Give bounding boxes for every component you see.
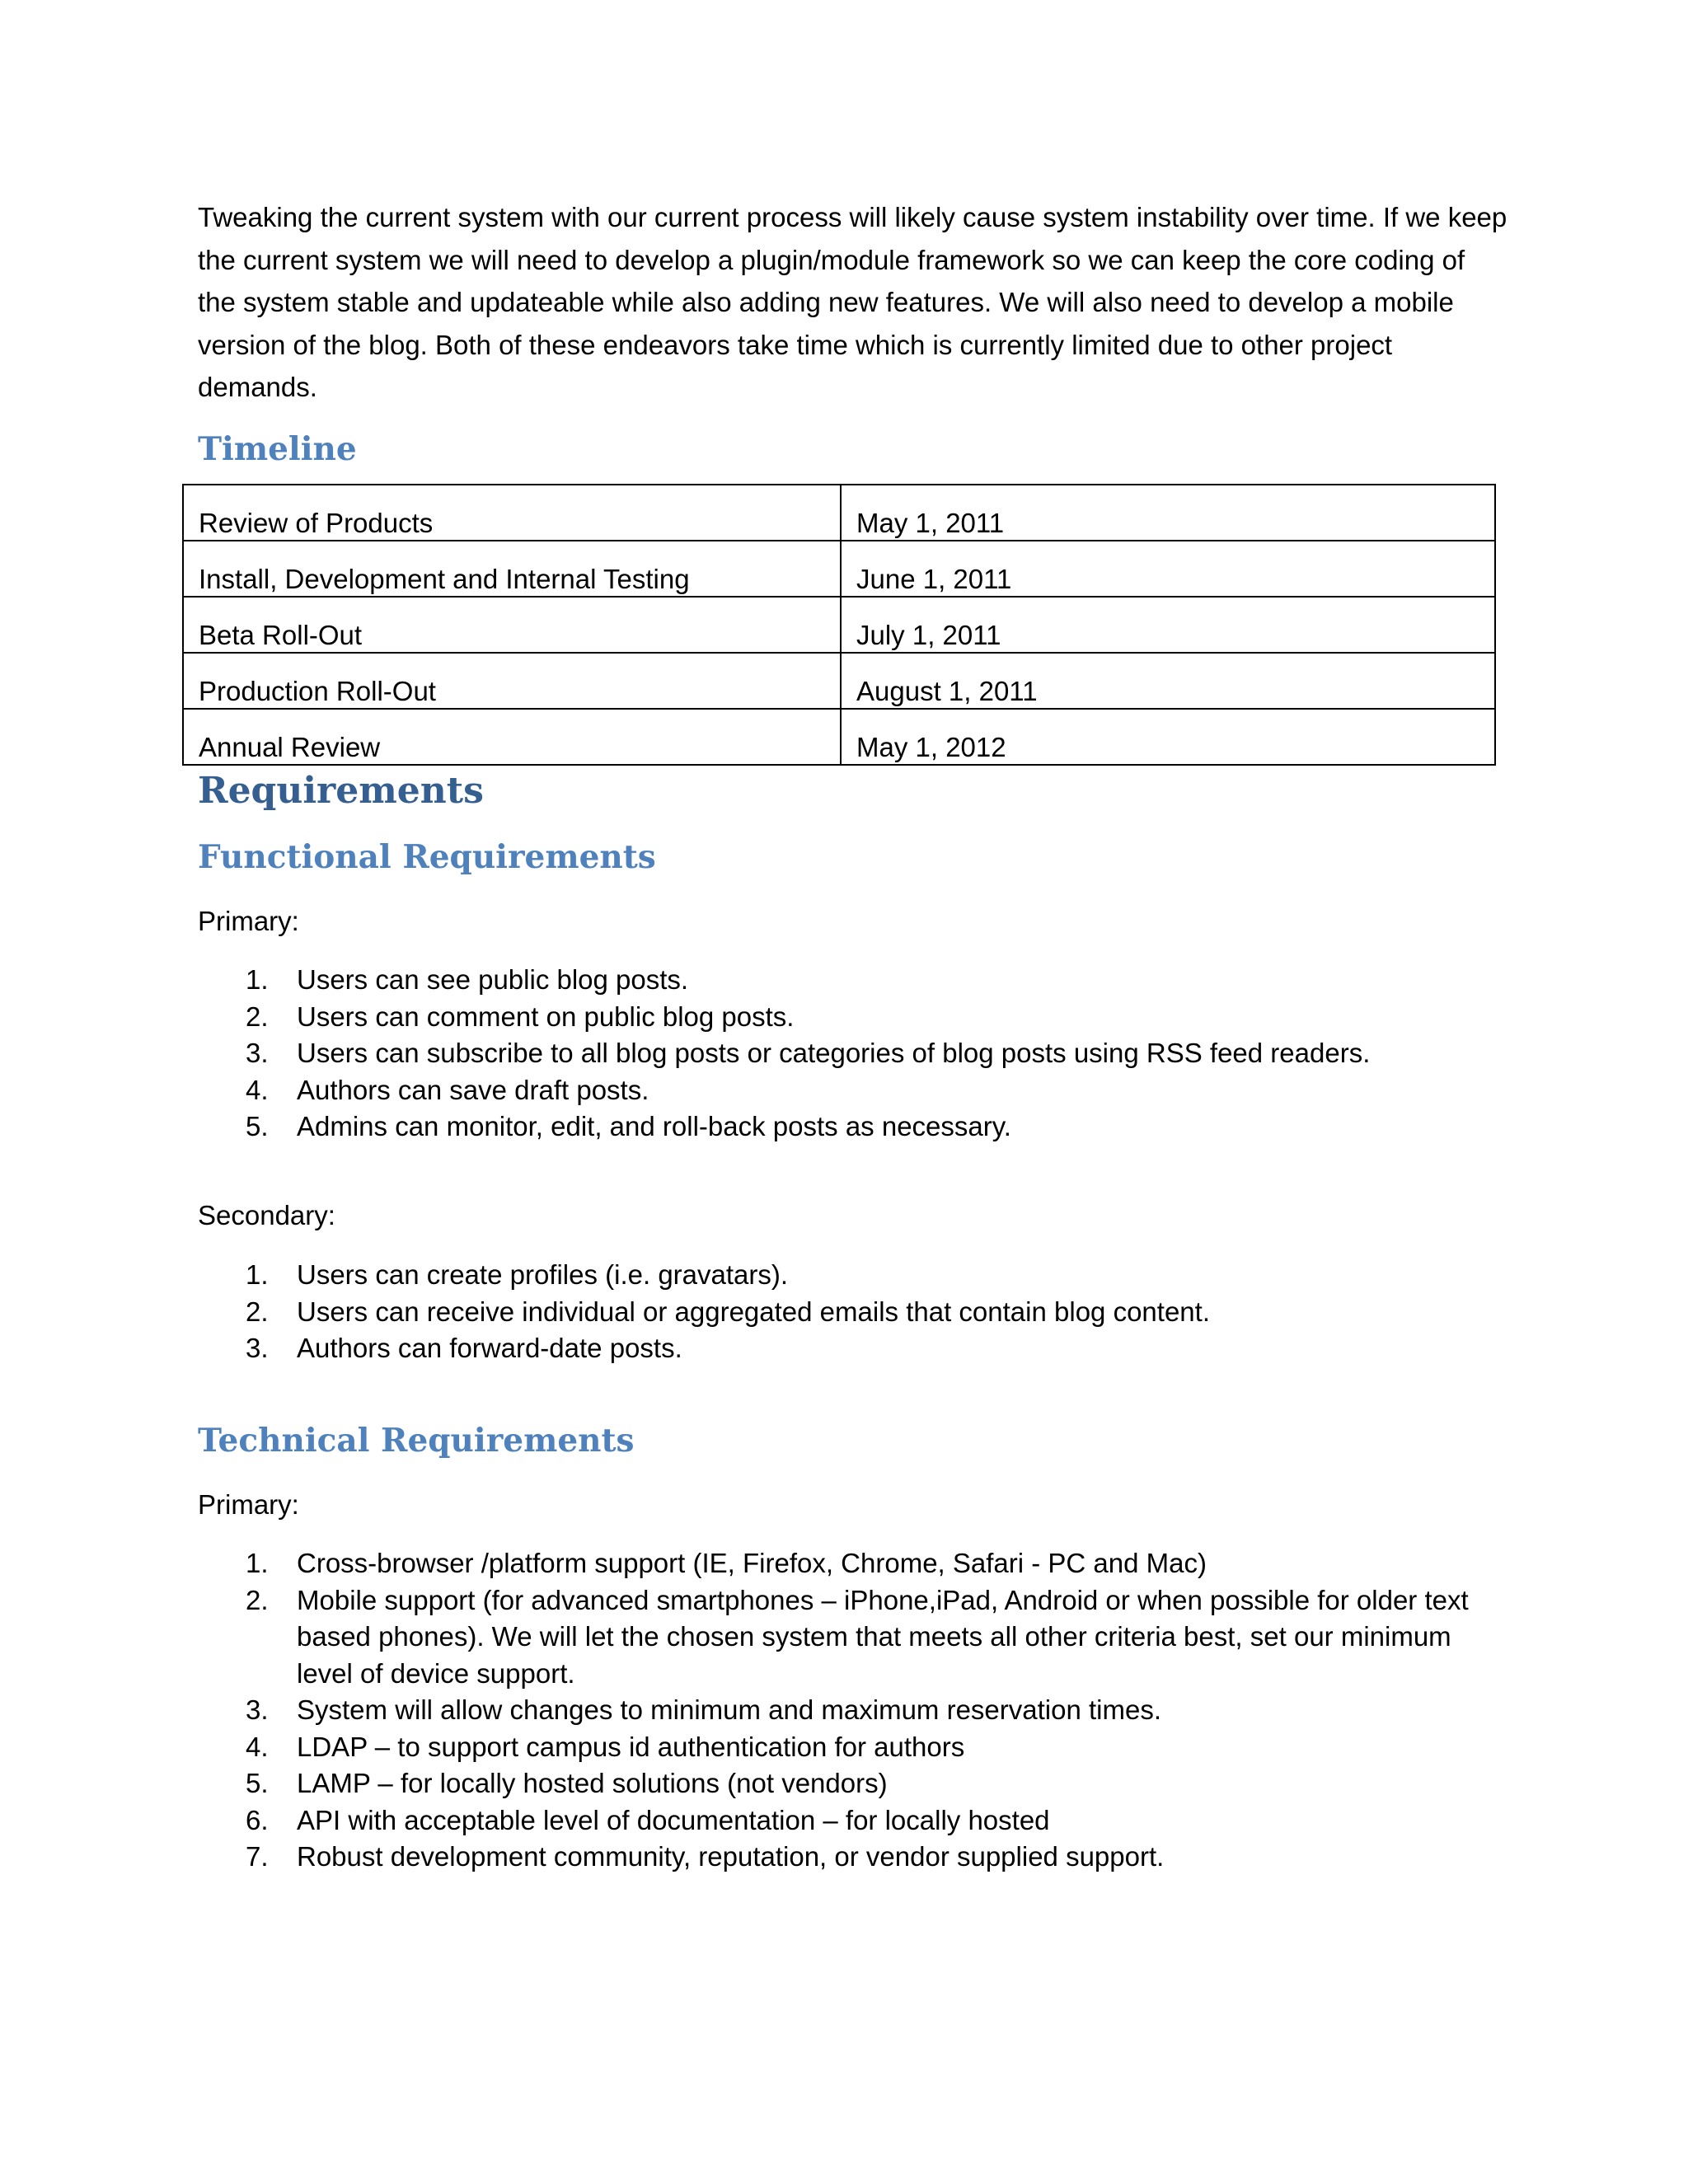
list-item-text: LAMP – for locally hosted solutions (not vendors) bbox=[297, 1768, 888, 1798]
list-number: 1. bbox=[246, 964, 269, 995]
list-item-text: Authors can forward-date posts. bbox=[297, 1333, 682, 1363]
list-number: 4. bbox=[246, 1074, 269, 1105]
technical-requirements-heading: Technical Requirements bbox=[198, 1422, 635, 1460]
list-number: 4. bbox=[246, 1731, 269, 1762]
date-cell: May 1, 2011 bbox=[841, 485, 1495, 541]
list-item-text: Users can subscribe to all blog posts or categories of blog posts using RSS feed readers. bbox=[297, 1038, 1371, 1068]
list-number: 7. bbox=[246, 1841, 269, 1872]
table-row bbox=[183, 653, 1495, 709]
list-item bbox=[198, 1072, 1484, 1109]
list-number: 3. bbox=[246, 1694, 269, 1725]
list-item-text: API with acceptable level of documentation – for locally hosted bbox=[297, 1804, 1050, 1835]
list-item bbox=[198, 1108, 1484, 1146]
timeline-table bbox=[182, 484, 1496, 766]
list-item bbox=[198, 1294, 1484, 1331]
list-number: 2. bbox=[246, 1296, 269, 1327]
milestone-cell: Review of Products bbox=[183, 485, 841, 541]
list-item bbox=[198, 1330, 1484, 1367]
list-item-text: LDAP – to support campus id authentication for authors bbox=[297, 1731, 965, 1762]
list-number: 1. bbox=[246, 1259, 269, 1290]
list-number: 3. bbox=[246, 1333, 269, 1363]
list-item bbox=[198, 1545, 1484, 1582]
list-number: 5. bbox=[246, 1768, 269, 1798]
list-item-text: Mobile support (for advanced smartphones – iPhone,iPad, Android or when possible for older text based phones). We will let the chosen system that meets all other criteria best, set our minimum level of device support. bbox=[297, 1584, 1469, 1689]
timeline-heading: Timeline bbox=[198, 430, 357, 468]
list-number: 6. bbox=[246, 1804, 269, 1835]
functional-primary-label: Primary: bbox=[198, 906, 299, 936]
list-item bbox=[198, 1765, 1484, 1802]
functional-primary-list bbox=[198, 962, 1484, 1146]
list-item bbox=[198, 999, 1484, 1036]
list-number: 2. bbox=[246, 1001, 269, 1032]
list-item-text: Robust development community, reputation, or vendor supplied support. bbox=[297, 1841, 1165, 1872]
list-item-text: Users can create profiles (i.e. gravatars). bbox=[297, 1259, 789, 1290]
technical-primary-label: Primary: bbox=[198, 1489, 299, 1520]
requirements-heading: Requirements bbox=[198, 770, 484, 812]
list-number: 5. bbox=[246, 1111, 269, 1141]
functional-requirements-heading: Functional Requirements bbox=[198, 838, 656, 876]
list-item bbox=[198, 1729, 1484, 1766]
table-row bbox=[183, 541, 1495, 597]
list-number: 1. bbox=[246, 1548, 269, 1578]
list-item bbox=[198, 1257, 1484, 1294]
list-item-text: Users can comment on public blog posts. bbox=[297, 1001, 795, 1032]
milestone-cell: Install, Development and Internal Testing bbox=[183, 541, 841, 597]
list-item bbox=[198, 1802, 1484, 1840]
intro-paragraph: Tweaking the current system with our current process will likely cause system instability over time. If we keep the current system we will need to develop a plugin/module framework so we can keep the core coding of the system stable and updateable while also adding new features. We will also need to develop a mobile version of the blog. Both of these endeavors take time which is currently limited due to other project demands. bbox=[198, 202, 1507, 402]
list-item bbox=[198, 1035, 1484, 1072]
date-cell: June 1, 2011 bbox=[841, 541, 1495, 597]
list-number: 3. bbox=[246, 1038, 269, 1068]
technical-primary-list bbox=[198, 1545, 1484, 1876]
milestone-cell: Production Roll-Out bbox=[183, 653, 841, 709]
functional-secondary-list bbox=[198, 1257, 1484, 1367]
table-row bbox=[183, 709, 1495, 765]
list-item bbox=[198, 962, 1484, 999]
list-item-text: Users can see public blog posts. bbox=[297, 964, 689, 995]
functional-secondary-label: Secondary: bbox=[198, 1200, 335, 1230]
list-item-text: Users can receive individual or aggregated emails that contain blog content. bbox=[297, 1296, 1210, 1327]
milestone-cell: Annual Review bbox=[183, 709, 841, 765]
date-cell: May 1, 2012 bbox=[841, 709, 1495, 765]
list-item-text: Admins can monitor, edit, and roll-back posts as necessary. bbox=[297, 1111, 1011, 1141]
date-cell: August 1, 2011 bbox=[841, 653, 1495, 709]
table-row bbox=[183, 597, 1495, 653]
table-row bbox=[183, 485, 1495, 541]
list-item bbox=[198, 1839, 1484, 1876]
list-item bbox=[198, 1582, 1484, 1693]
list-number: 2. bbox=[246, 1584, 269, 1615]
list-item-text: Authors can save draft posts. bbox=[297, 1074, 649, 1105]
date-cell: July 1, 2011 bbox=[841, 597, 1495, 653]
milestone-cell: Beta Roll-Out bbox=[183, 597, 841, 653]
list-item-text: Cross-browser /platform support (IE, Firefox, Chrome, Safari - PC and Mac) bbox=[297, 1548, 1207, 1578]
list-item-text: System will allow changes to minimum and maximum reservation times. bbox=[297, 1694, 1162, 1725]
list-item bbox=[198, 1692, 1484, 1729]
